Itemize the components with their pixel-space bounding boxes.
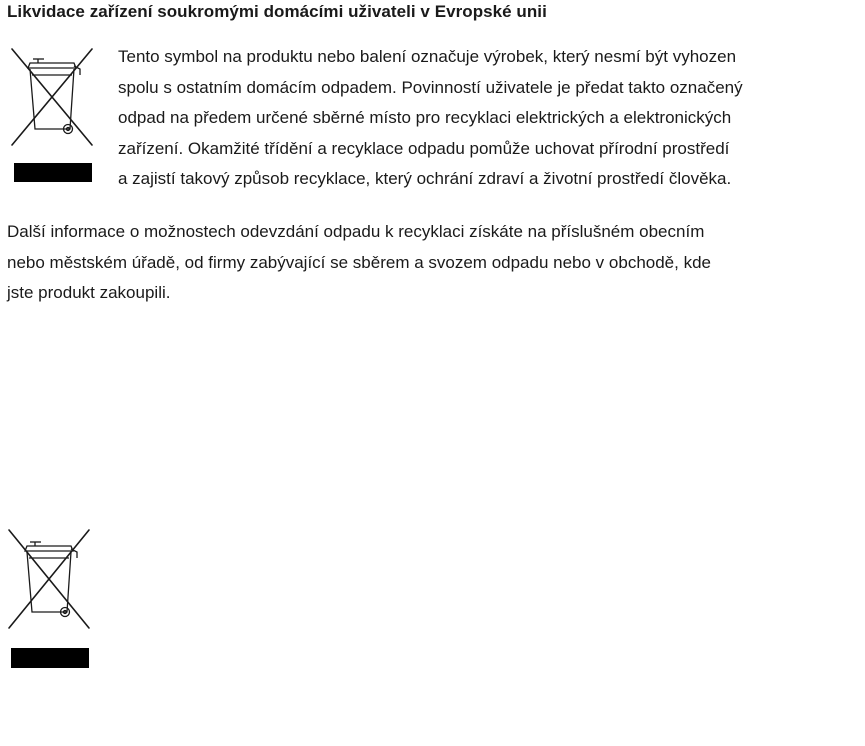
- info-line: Další informace o možnostech odevzdání odpadu k recyklaci získáte na příslušném obecním: [7, 222, 705, 241]
- intro-line: a zajistí takový způsob recyklace, který ochrání zdraví a životní prostředí člověka.: [118, 169, 732, 188]
- page-title: Likvidace zařízení soukromými domácími uživateli v Evropské unii: [7, 2, 547, 21]
- crossed-out-wheelie-bin-icon: [10, 45, 94, 185]
- intro-line: Tento symbol na produktu nebo balení označuje výrobek, který nesmí být vyhozen: [118, 47, 737, 66]
- intro-line: spolu s ostatním domácím odpadem. Povinností uživatele je předat takto označený: [118, 77, 743, 97]
- info-paragraph: [7, 217, 711, 309]
- intro-paragraph: [118, 42, 743, 195]
- info-line: nebo městském úřadě, od firmy zabývající se sběrem a svozem odpadu nebo v obchodě, kde: [7, 252, 711, 272]
- intro-line: odpad na předem určené sběrné místo pro recyklaci elektrických a elektronických: [118, 108, 732, 127]
- info-line: jste produkt zakoupili.: [7, 283, 171, 302]
- crossed-out-wheelie-bin-icon: [7, 528, 91, 670]
- intro-line: zařízení. Okamžité třídění a recyklace odpadu pomůže uchovat přírodní prostředí: [118, 138, 730, 158]
